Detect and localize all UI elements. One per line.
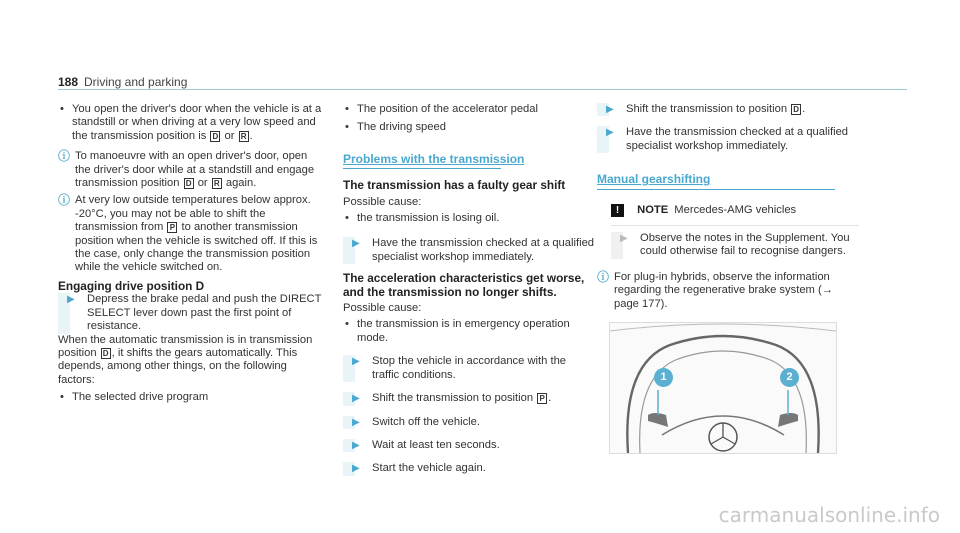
step-text: Have the transmission checked at a qualified specialist workshop immediately. — [372, 237, 595, 263]
subheading: The transmission has a faulty gear shift — [343, 178, 566, 193]
arrow-icon: ▶ — [352, 238, 360, 250]
subheading: The acceleration characteristics get worse, and the transmission no longer shifts. — [343, 271, 585, 299]
para-text: When the automatic transmission is in transmission position — [58, 333, 313, 359]
arrow-icon: ▶ — [352, 416, 360, 428]
subheading: Engaging drive position D — [58, 278, 205, 293]
list-item: • the transmission is losing oil. — [343, 212, 595, 225]
arrow-icon: ▶ — [606, 104, 614, 115]
arrow-icon: ▶ — [352, 356, 360, 368]
instruction-step — [611, 232, 859, 259]
chapter-title: Driving and parking — [84, 75, 188, 89]
or-text: or — [197, 177, 208, 190]
instruction-step — [343, 416, 595, 429]
info-text-end: to another transmission position when the vehicle is switched off. If this is the case, only change the transmission position while the vehicle switched on. — [75, 221, 318, 274]
page-number: 188 — [58, 75, 79, 89]
or-text: or — [224, 129, 235, 142]
info-text-end: again. — [225, 177, 257, 190]
steering-wheel-drawing — [610, 323, 836, 453]
step-text: Have the transmission checked at a qualified specialist workshop immediately. — [626, 126, 849, 152]
p-key-icon: P — [537, 393, 547, 404]
arrow-icon: ▶ — [67, 294, 75, 306]
info-text: To manoeuvre with an open driver's door, open the driver's door while at a standstill and engage transmission position — [75, 150, 315, 190]
d-key-icon: D — [101, 348, 111, 359]
d-key-icon: D — [210, 131, 220, 142]
step-text: Shift the transmission to position — [626, 103, 788, 115]
r-key-icon: R — [239, 131, 249, 142]
column-right — [597, 103, 859, 311]
info-note — [58, 194, 324, 274]
step-text: Stop the vehicle in accordance with the traffic conditions. — [372, 355, 567, 381]
warning-icon: ! — [611, 204, 624, 217]
step-text: Observe the notes in the Supplement. You could otherwise fail to recognise dangers. — [640, 232, 850, 258]
note-title: Mercedes-AMG vehicles — [674, 203, 797, 216]
column-middle — [343, 103, 595, 476]
instruction-step: ▶ Shift the transmission to position D . — [597, 103, 859, 116]
callout-2-icon: 2 — [780, 368, 799, 387]
instruction-step — [343, 355, 595, 382]
callout-1-icon: 1 — [654, 368, 673, 387]
note-label: NOTE — [637, 203, 669, 216]
arrow-icon: ▶ — [352, 463, 360, 475]
step-text: Depress the brake pedal and push the DIRECT SELECT lever down past the first point of resistance. — [87, 293, 322, 333]
r-key-icon: R — [212, 178, 222, 189]
step-text: Wait at least ten seconds. — [372, 438, 500, 451]
column-left — [58, 103, 324, 405]
note-header — [611, 204, 859, 217]
arrow-icon: ▶ — [352, 439, 360, 451]
list-item: • You open the driver's door when the vehicle is at a standstill or when driving at a very low speed and the transmission position is D or R . — [58, 103, 324, 143]
instruction-step — [58, 293, 324, 333]
info-icon: ⓘ — [597, 269, 610, 284]
steering-wheel-illustration — [609, 322, 837, 454]
info-text: At very low outside temperatures below approx. -20°C, you may not be able to shift the transmission from — [75, 194, 311, 234]
info-icon: ⓘ — [58, 193, 71, 208]
list-item: • The position of the accelerator pedal — [343, 103, 595, 116]
paragraph — [58, 334, 324, 388]
instruction-step — [343, 237, 595, 264]
info-note — [58, 150, 324, 190]
section-heading: Manual gearshifting — [597, 172, 711, 187]
info-text: For plug-in hybrids, observe the information regarding the regenerative brake system (→ page 177). — [614, 270, 833, 310]
instruction-step — [343, 439, 595, 452]
instruction-step — [597, 126, 859, 153]
bullet-text: You open the driver's door when the vehicle is at a standstill or when driving at a very low speed and the transmission position is — [72, 103, 322, 142]
header-rule — [58, 89, 907, 90]
d-key-icon: D — [791, 104, 801, 115]
instruction-step — [343, 462, 595, 475]
list-item: • The driving speed — [343, 121, 595, 134]
watermark: carmanualsonline.info — [718, 503, 940, 527]
cause-label: Possible cause: — [343, 195, 422, 208]
cause-label: Possible cause: — [343, 302, 422, 315]
arrow-icon: ▶ — [620, 233, 628, 245]
d-key-icon: D — [184, 178, 194, 189]
note-box — [597, 200, 859, 259]
list-item: • The selected drive program — [58, 391, 324, 404]
list-item: • the transmission is in emergency operation mode. — [343, 318, 595, 345]
step-text: Switch off the vehicle. — [372, 415, 480, 428]
step-text: Shift the transmission to position — [372, 392, 534, 405]
info-icon: ⓘ — [58, 149, 71, 164]
section-heading: Problems with the transmission — [343, 151, 525, 166]
arrow-icon: ▶ — [352, 393, 360, 405]
p-key-icon: P — [167, 222, 177, 233]
instruction-step: ▶ Shift the transmission to position P . — [343, 392, 595, 405]
step-text: Start the vehicle again. — [372, 462, 486, 475]
arrow-icon: ▶ — [606, 127, 614, 139]
para-text-end: , it shifts the gears automatically. This depends, among other things, on the following factors: — [58, 346, 298, 386]
info-note — [597, 271, 859, 311]
